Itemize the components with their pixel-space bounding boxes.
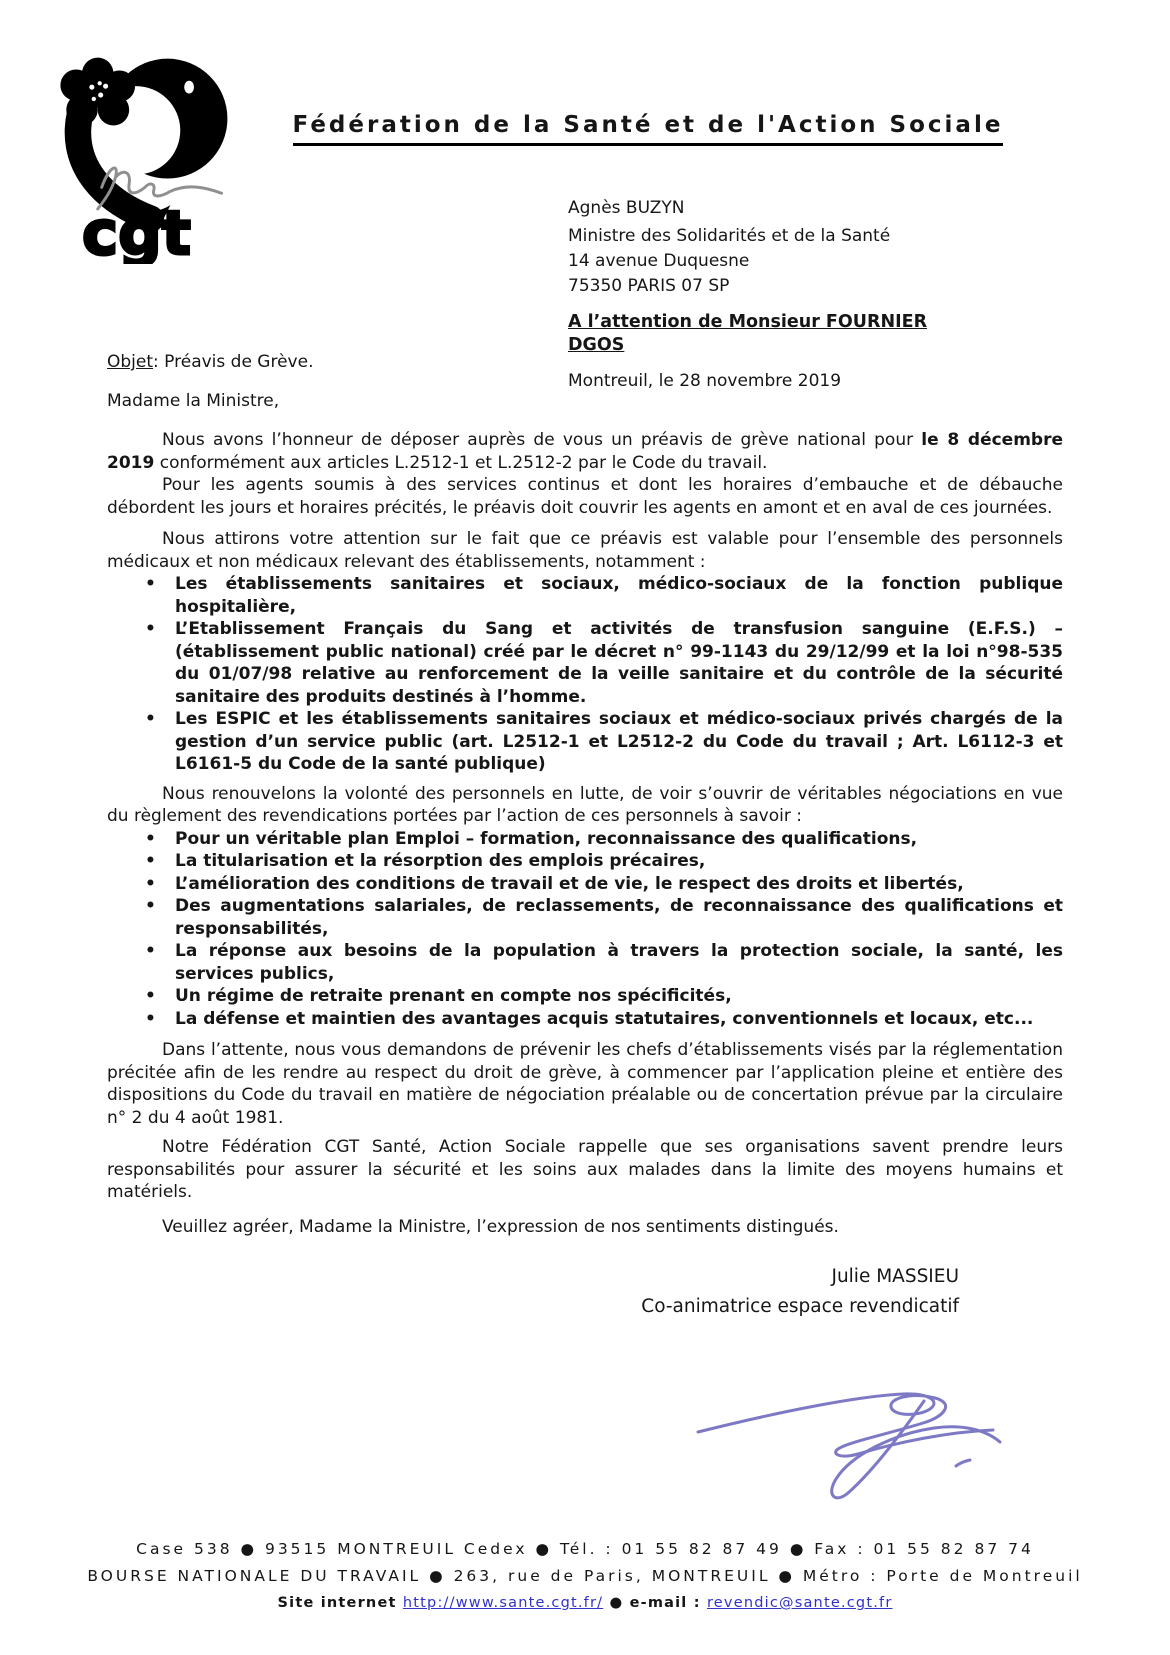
email-label: ● e-mail : (603, 1595, 707, 1611)
list-item: • Des augmentations salariales, de reclassements, de reconnaissance des qualifications et responsabilités, (107, 895, 1063, 940)
recipient-block (568, 196, 890, 299)
subject-text: : Préavis de Grève. (153, 352, 314, 372)
list-item: • Un régime de retraite prenant en compte nos spécificités, (107, 985, 1063, 1008)
salutation: Madame la Ministre, (107, 391, 280, 411)
attention-line: A l’attention de Monsieur FOURNIER (568, 312, 928, 332)
closing-formula: Veuillez agréer, Madame la Ministre, l’expression de nos sentiments distingués. (162, 1216, 839, 1237)
paragraph-droit-de-greve: Dans l’attente, nous vous demandons de prévenir les chefs d’établissements visés par la réglementation précitée afin de les rendre au respect du droit de grève, à commencer par l’application pleine et entière des dispositions du Code du travail en matière de négociation préalable ou de concertation prévue par la circulaire n° 2 du 4 août 1981. (107, 1040, 1063, 1128)
recipient-role: Ministre des Solidarités et de la Santé (568, 226, 891, 246)
attention-service: DGOS (568, 335, 625, 355)
cgt-dove-icon (40, 40, 238, 264)
list-item: • La réponse aux besoins de la population à travers la protection sociale, la santé, les services publics, (107, 940, 1063, 985)
list-item: • La titularisation et la résorption des emplois précaires, (107, 850, 1063, 873)
logo-wordmark: cgt (82, 198, 191, 264)
footer-address-line1: Case 538 ● 93515 MONTREUIL Cedex ● Tél. : 01 55 82 87 49 ● Fax : 01 55 82 87 74 (136, 1540, 1034, 1558)
letter-body (107, 429, 1063, 1238)
recipient-name: Agnès BUZYN (568, 198, 685, 218)
recipient-city: 75350 PARIS 07 SP (568, 276, 730, 296)
list-item: • Pour un véritable plan Emploi – formation, reconnaissance des qualifications, (107, 828, 1063, 851)
list-item: • L’Etablissement Français du Sang et activités de transfusion sanguine (E.F.S.) – (établissement public national) créé par le décret n° 99-1143 du 29/12/99 et la loi n°98-535 du 01/07/98 relative au renforcement de la veille sanitaire et du contrôle de la sécurité sanitaire des produits destinés à l’homme. (107, 618, 1063, 708)
attention-block (568, 311, 927, 357)
list-item: • La défense et maintien des avantages acquis statutaires, conventionnels et locaux, etc... (107, 1008, 1063, 1031)
signer-name: Julie MASSIEU (831, 1266, 959, 1287)
email-link[interactable]: revendic@sante.cgt.fr (706, 1595, 893, 1611)
list-item: • Les ESPIC et les établissements sanitaires sociaux et médico-sociaux privés chargés de la gestion d’un service public (art. L2512-1 et L2512-2 du Code du travail ; Art. L6112-3 et L6161-5 du Code de la santé publique) (107, 708, 1063, 776)
paragraph-preavis: Nous avons l’honneur de déposer auprès de vous un préavis de grève national pour le 8 décembre 2019 conformément aux articles L.2512-1 et L.2512-2 par le Code du travail. (107, 430, 1064, 473)
recipient-street: 14 avenue Duquesne (568, 251, 750, 271)
footer-contacts (0, 1595, 1170, 1611)
establishments-list (107, 573, 1063, 776)
list-item: • L’amélioration des conditions de travail et de vie, le respect des droits et libertés, (107, 873, 1063, 896)
footer (0, 1536, 1170, 1611)
site-label: Site internet (277, 1595, 403, 1611)
website-link[interactable]: http://www.sante.cgt.fr/ (402, 1595, 604, 1611)
dateline: Montreuil, le 28 novembre 2019 (568, 371, 842, 391)
paragraph-services-continus: Pour les agents soumis à des services continus et dont les horaires d’embauche et de débauche débordent les jours et horaires précités, le préavis doit couvrir les agents en amont et en aval de ces journées. (107, 475, 1063, 518)
signer-role: Co-animatrice espace revendicatif (641, 1296, 959, 1317)
signature-block (107, 1262, 1063, 1322)
list-item: • Les établissements sanitaires et sociaux, médico-sociaux de la fonction publique hospitalière, (107, 573, 1063, 618)
footer-address-line2: BOURSE NATIONALE DU TRAVAIL ● 263, rue de Paris, MONTREUIL ● Métro : Porte de Montreuil (87, 1566, 1083, 1585)
paragraph-revendications: Nous renouvelons la volonté des personnels en lutte, de voir s’ouvrir de véritables négociations en vue du règlement des revendications portées par l’action de ces personnels à savoir : (107, 783, 1063, 826)
strike-date: le 8 décembre 2019 (107, 430, 1064, 473)
subject-label: Objet (107, 352, 154, 372)
handwritten-signature (688, 1346, 1018, 1511)
subject-line (107, 352, 313, 372)
federation-title: Fédération de la Santé et de l'Action Sociale (228, 112, 1068, 138)
demands-list (107, 828, 1063, 1031)
cgt-logo (40, 40, 238, 264)
paragraph-champ-application: Nous attirons votre attention sur le fait que ce préavis est valable pour l’ensemble des personnels médicaux et non médicaux relevant des établissements, notamment : (107, 529, 1063, 572)
paragraph-responsabilites: Notre Fédération CGT Santé, Action Sociale rappelle que ses organisations savent prendre leurs responsabilités pour assurer la sécurité et les soins aux malades dans la limite des moyens humains et matériels. (107, 1137, 1063, 1202)
